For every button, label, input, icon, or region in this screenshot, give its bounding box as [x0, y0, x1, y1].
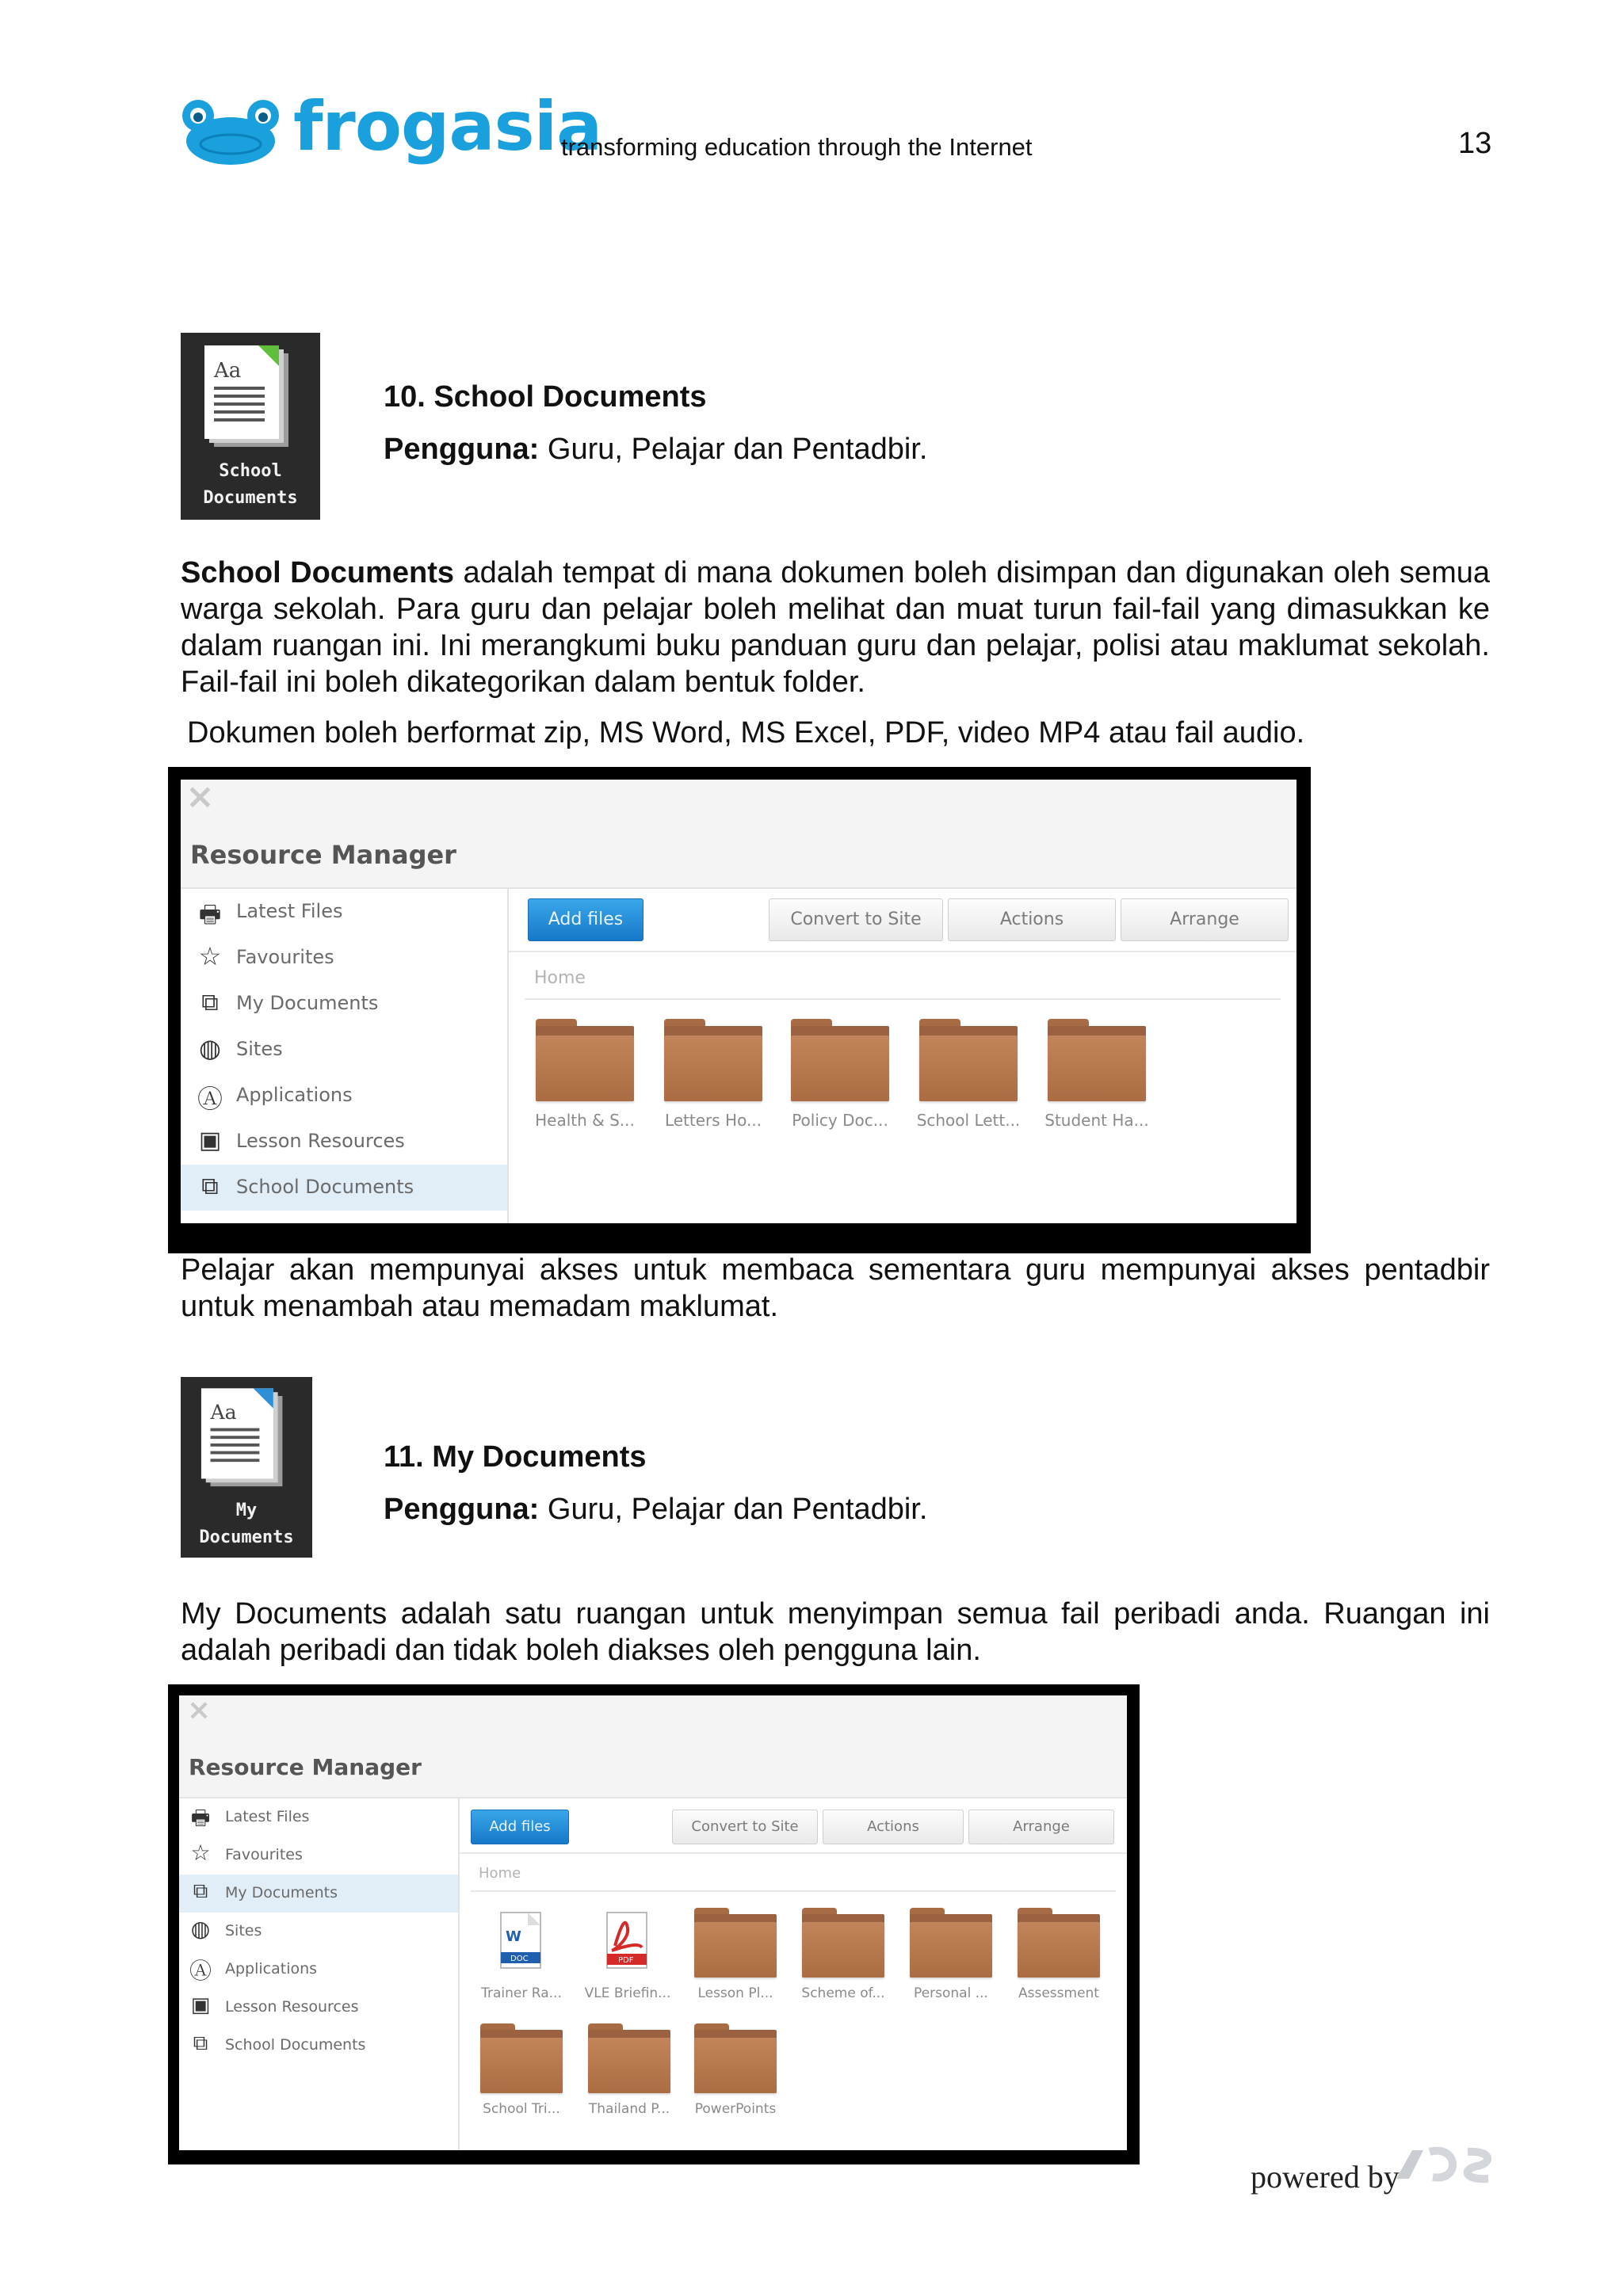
sidebar-item-label: Latest Files — [225, 1808, 310, 1825]
svg-text:Aa: Aa — [210, 1401, 237, 1424]
folder-item[interactable] — [916, 1019, 1021, 1138]
sidebar-item-label: Sites — [236, 1038, 283, 1060]
svg-text:PDF: PDF — [618, 1956, 634, 1965]
add-files-button[interactable]: Add files — [528, 898, 643, 941]
app-store-icon: Ⓐ — [189, 1958, 212, 1984]
printer-icon: 🖶 — [190, 1806, 211, 1830]
documents-icon: ⧉ — [193, 2031, 208, 2055]
documents-icon: ⧉ — [193, 1879, 208, 1903]
folder-item[interactable] — [910, 1908, 992, 2011]
sidebar-item-my-documents[interactable] — [179, 1875, 458, 1913]
folder-item[interactable] — [1044, 1019, 1149, 1138]
item-label: Trainer Ra... — [481, 1985, 562, 2001]
app-store-icon: Ⓐ — [197, 1084, 223, 1114]
folder-icon — [791, 1019, 889, 1101]
item-label: Student Ha... — [1044, 1111, 1149, 1130]
word-document-icon — [496, 1911, 547, 1974]
toolbar-divider — [509, 951, 1296, 952]
breadcrumb[interactable]: Home — [534, 968, 586, 988]
sidebar-item-label: Lesson Resources — [236, 1130, 405, 1152]
star-icon: ☆ — [198, 941, 222, 971]
item-label: School Tri... — [483, 2101, 560, 2117]
folder-item[interactable] — [480, 2023, 563, 2126]
actions-button[interactable]: Actions — [948, 898, 1116, 941]
item-label: Health & S... — [535, 1111, 635, 1130]
sidebar-item-label: Sites — [225, 1922, 262, 1939]
arrange-button[interactable]: Arrange — [1121, 898, 1289, 941]
sidebar-item-favourites[interactable] — [181, 935, 507, 981]
folder-item[interactable] — [664, 1019, 762, 1138]
item-label: Thailand P... — [588, 2101, 670, 2117]
frog-logo-icon — [179, 98, 282, 170]
folder-icon — [694, 1908, 777, 1978]
sidebar-item-school-documents[interactable] — [179, 2027, 458, 2065]
my-documents-app-icon — [181, 1377, 312, 1558]
description-rest: adalah tempat di mana dokumen boleh disimpan dan digunakan oleh semua warga sekolah. Para guru dan pelajar boleh melihat dan muat turun fail-fail yang dimasukkan ke dalam ruangan ini. Ini merangkumi buku panduan guru dan pelajar, polisi atau maklumat sekolah. Fail-fail ini boleh dikategorikan dalam bentuk folder. — [181, 556, 1490, 699]
file-browser — [460, 1798, 1127, 2150]
school-documents-app-icon — [181, 333, 320, 520]
page-number: 13 — [1458, 127, 1492, 160]
sidebar-item-my-documents[interactable] — [181, 981, 507, 1027]
sidebar-item-applications[interactable] — [181, 1073, 507, 1119]
sidebar — [179, 1798, 460, 2150]
item-label: Policy Doc... — [792, 1111, 888, 1130]
item-label: Personal ... — [914, 1985, 988, 2001]
item-label: School Lett... — [916, 1111, 1021, 1130]
folder-icon — [1048, 1019, 1146, 1101]
document-stack-icon — [203, 345, 298, 456]
folder-item[interactable] — [694, 2023, 777, 2126]
pdf-document-icon — [602, 1911, 653, 1974]
folder-icon — [910, 1908, 992, 1978]
breadcrumb-divider — [471, 1890, 1116, 1892]
sidebar-item-label: My Documents — [236, 992, 379, 1014]
powered-by-text: powered by — [1251, 2159, 1400, 2195]
globe-icon: ◍ — [190, 1916, 211, 1942]
sidebar-item-label: Favourites — [236, 946, 334, 968]
sidebar-item-label: Favourites — [225, 1846, 303, 1863]
item-label: Assessment — [1018, 1985, 1099, 2001]
item-label: PowerPoints — [694, 2101, 777, 2117]
toolbar-divider — [460, 1852, 1127, 1854]
item-label: VLE Briefin... — [584, 1985, 671, 2001]
sidebar-item-applications[interactable] — [179, 1951, 458, 1989]
users-value: Guru, Pelajar dan Pentadbir. — [539, 1493, 928, 1526]
folder-item[interactable] — [536, 1019, 634, 1138]
resource-manager-window — [179, 1695, 1127, 2150]
close-icon[interactable]: × — [185, 780, 215, 817]
icon-caption-line2: Documents — [199, 1527, 294, 1547]
sidebar-item-latest-files[interactable] — [179, 1798, 458, 1836]
file-browser — [509, 889, 1296, 1223]
item-label: Letters Ho... — [664, 1111, 762, 1130]
sidebar-item-label: School Documents — [225, 2036, 366, 2054]
star-icon: ☆ — [190, 1840, 211, 1866]
section-10-formats: Dokumen boleh berformat zip, MS Word, MS Excel, PDF, video MP4 atau fail audio. — [187, 716, 1305, 749]
resource-manager-screenshot-2 — [168, 1684, 1140, 2164]
breadcrumb-divider — [525, 998, 1281, 1000]
frogasia-logo — [179, 87, 602, 173]
file-item-pdf[interactable] — [584, 1908, 671, 2011]
sidebar-item-lesson-resources[interactable] — [181, 1119, 507, 1165]
section-10-access-note: Pelajar akan mempunyai akses untuk membaca sementara guru mempunyai akses pentadbir untuk menambah atau memadam maklumat. — [181, 1253, 1490, 1323]
convert-to-site-button[interactable]: Convert to Site — [672, 1810, 818, 1844]
icon-caption-line2: Documents — [203, 488, 298, 508]
folder-icon — [1018, 1908, 1100, 1978]
convert-to-site-button[interactable]: Convert to Site — [769, 898, 943, 941]
sidebar-item-label: Lesson Resources — [225, 1998, 359, 2016]
folder-icon — [802, 1908, 884, 1978]
sidebar-item-sites[interactable] — [181, 1027, 507, 1073]
file-item-word[interactable] — [482, 1908, 561, 2011]
briefcase-icon: ▣ — [198, 1127, 222, 1154]
arrange-button[interactable]: Arrange — [968, 1810, 1114, 1844]
sidebar-item-label: Applications — [225, 1960, 318, 1978]
sidebar-item-school-documents[interactable] — [181, 1165, 507, 1211]
section-10-description — [181, 555, 1490, 700]
folder-item[interactable] — [791, 1019, 889, 1138]
folder-icon — [694, 2023, 777, 2093]
globe-icon: ◍ — [199, 1033, 221, 1063]
item-label: Lesson Pl... — [697, 1985, 773, 2001]
resource-manager-screenshot-1 — [168, 767, 1311, 1253]
folder-icon — [536, 1019, 634, 1101]
sidebar-item-favourites[interactable] — [179, 1836, 458, 1875]
documents-icon: ⧉ — [201, 1173, 219, 1200]
folder-icon — [480, 2023, 563, 2093]
folder-item[interactable] — [588, 2023, 670, 2126]
documents-icon: ⧉ — [201, 989, 219, 1016]
folder-icon — [588, 2023, 670, 2093]
svg-text:W: W — [506, 1928, 521, 1945]
tagline: transforming education through the Internet — [561, 133, 1033, 161]
folder-icon — [919, 1019, 1018, 1101]
sidebar-item-label: Applications — [236, 1084, 353, 1106]
sidebar — [181, 889, 509, 1223]
printer-icon: 🖶 — [198, 901, 222, 929]
window-title: Resource Manager — [189, 1754, 422, 1780]
sidebar-item-lesson-resources[interactable] — [179, 1989, 458, 2027]
section-10-users — [384, 433, 927, 467]
briefcase-icon: ▣ — [190, 1993, 211, 2017]
partner-logo-icon — [1388, 2139, 1499, 2195]
sidebar-item-label: My Documents — [225, 1884, 338, 1901]
section-11-description: My Documents adalah satu ruangan untuk menyimpan semua fail peribadi anda. Ruangan ini adalah peribadi dan tidak boleh diakses oleh pengguna lain. — [181, 1597, 1490, 1667]
close-icon[interactable]: × — [187, 1695, 212, 1726]
description-bold: School Documents — [181, 556, 455, 589]
window-title: Resource Manager — [190, 840, 456, 870]
item-label: Scheme of... — [801, 1985, 885, 2001]
svg-text:Aa: Aa — [214, 359, 242, 383]
actions-button[interactable]: Actions — [823, 1810, 964, 1844]
folder-item[interactable] — [802, 1908, 884, 2011]
brand-name: frogasia — [293, 87, 602, 166]
resource-manager-window — [181, 780, 1296, 1223]
users-value: Guru, Pelajar dan Pentadbir. — [539, 433, 928, 466]
sidebar-item-sites[interactable] — [179, 1913, 458, 1951]
sidebar-item-latest-files[interactable] — [181, 889, 507, 935]
section-10-title: 10. School Documents — [384, 380, 707, 414]
sidebar-item-label: Latest Files — [236, 900, 343, 922]
users-label: Pengguna: — [384, 1493, 540, 1526]
breadcrumb[interactable]: Home — [479, 1865, 521, 1882]
section-11-users — [384, 1493, 927, 1527]
icon-caption-line1: My — [235, 1501, 258, 1520]
folder-item[interactable] — [1018, 1908, 1100, 2011]
svg-text:DOC: DOC — [510, 1955, 529, 1963]
users-label: Pengguna: — [384, 433, 540, 466]
document-stack-icon — [200, 1388, 292, 1496]
section-11-title: 11. My Documents — [384, 1440, 647, 1474]
add-files-button[interactable]: Add files — [471, 1810, 569, 1844]
sidebar-item-label: School Documents — [236, 1176, 414, 1198]
folder-item[interactable] — [694, 1908, 777, 2011]
folder-icon — [664, 1019, 762, 1101]
icon-caption-line1: School — [219, 461, 282, 481]
